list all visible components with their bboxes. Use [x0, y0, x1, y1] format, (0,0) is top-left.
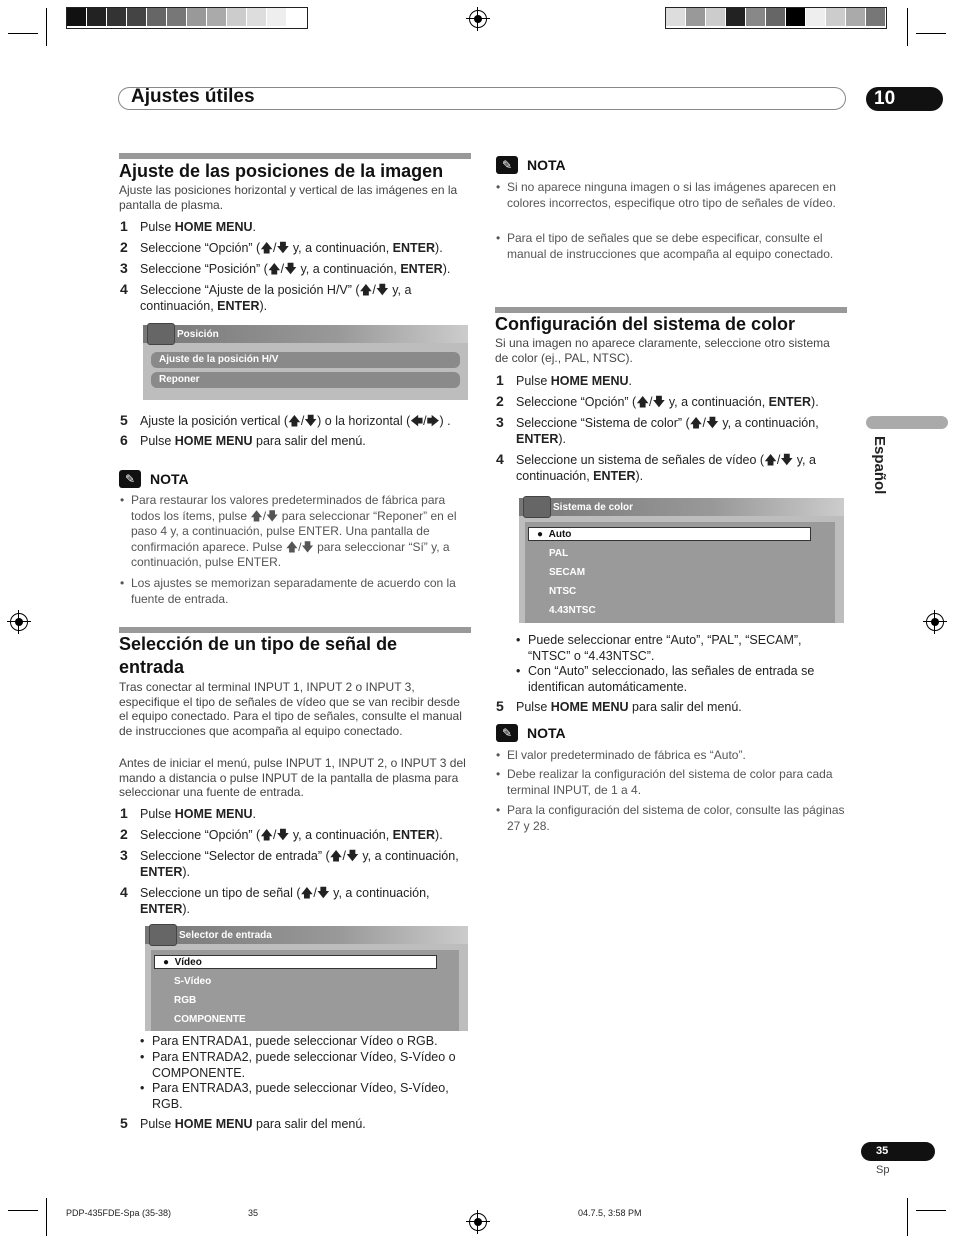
- step-key: ENTER: [516, 432, 559, 446]
- step-number: 5: [496, 698, 504, 714]
- crop-mark: [46, 1198, 47, 1236]
- bullet-item: • Puede seleccionar entre “Auto”, “PAL”, “SECAM”, “NTSC” o “4.43NTSC”.: [528, 633, 844, 664]
- page-title: Ajustes útiles: [131, 86, 255, 107]
- step: [120, 884, 470, 917]
- step: [120, 805, 470, 822]
- step-number: 4: [496, 451, 504, 467]
- registration-mark-icon: [10, 613, 28, 631]
- step: [120, 826, 470, 843]
- step-number: 4: [120, 281, 128, 297]
- section-intro: Ajuste las posiciones horizontal y vertical de las imágenes en la pantalla de plasma.: [119, 183, 458, 212]
- step-text: ).: [259, 299, 268, 313]
- step-key: ENTER: [217, 299, 260, 313]
- step-key: ENTER: [392, 241, 436, 255]
- footer-page: 35: [248, 1208, 259, 1218]
- step-text: ).: [182, 865, 191, 879]
- step-key: ENTER: [768, 395, 812, 409]
- step-text: para salir del menú.: [628, 700, 742, 714]
- section-intro: Si una imagen no aparece claramente, seleccione otro sistema de color (ej., PAL, NTSC).: [495, 336, 830, 365]
- color-swatch: [167, 8, 187, 26]
- color-bar-right: [665, 7, 887, 29]
- step: [496, 414, 846, 447]
- step-text: Seleccione “Opción” (🡅/🡇 y, a continuación,: [140, 241, 393, 255]
- step-text: para salir del menú.: [252, 434, 366, 448]
- step: [120, 260, 470, 277]
- step-text: Ajuste la posición vertical (🡅/🡇) o la horizontal (🡄/🡆) .: [140, 414, 451, 428]
- color-swatch: [207, 8, 227, 26]
- step-text: ).: [811, 395, 819, 409]
- step-text: Seleccione “Ajuste de la posición H/V” (🡅/🡇 y, a continuación,: [140, 283, 412, 313]
- step-number: 2: [120, 826, 128, 842]
- section-title: Ajuste de las posiciones de la imagen: [119, 161, 444, 181]
- step-key: ENTER: [392, 828, 436, 842]
- crop-mark: [46, 8, 47, 46]
- crop-mark: [8, 1210, 38, 1211]
- color-swatch: [846, 8, 866, 26]
- note-title: NOTA: [527, 725, 566, 741]
- crop-mark: [916, 1210, 946, 1211]
- step-number: 3: [120, 260, 128, 276]
- bullet-item: • Para ENTRADA3, puede seleccionar Vídeo, S-Vídeo, RGB.: [152, 1081, 468, 1112]
- step-text: Seleccione “Posición” (🡅/🡇 y, a continuación,: [140, 262, 401, 276]
- osd-title: Posición: [177, 329, 219, 340]
- step-number: 2: [120, 239, 128, 255]
- note-item: • Si no aparece ninguna imagen o si las imágenes aparecen en colores incorrectos, especifique otro tipo de señales de vídeo.: [507, 180, 847, 211]
- step-key: HOME MENU: [174, 1117, 253, 1131]
- osd-title: Sistema de color: [553, 502, 634, 513]
- step: [120, 281, 470, 314]
- color-swatch: [666, 8, 686, 26]
- crop-mark: [8, 33, 38, 34]
- osd-item[interactable]: Ajuste de la posición H/V: [151, 352, 460, 368]
- step-text: ).: [635, 469, 644, 483]
- step-text: Pulse: [516, 374, 551, 388]
- step-key: ENTER: [593, 469, 636, 483]
- step: [120, 218, 470, 235]
- note-title: NOTA: [150, 471, 189, 487]
- page-number: 35: [861, 1142, 935, 1161]
- step-text: ).: [435, 241, 443, 255]
- color-swatch: [87, 8, 107, 26]
- section-title: Selección de un tipo de señal de entrada: [119, 634, 398, 677]
- color-swatch: [866, 8, 886, 26]
- step-text: Seleccione un sistema de señales de vídeo (🡅/🡇 y, a continuación,: [516, 453, 816, 483]
- menu-icon: [523, 496, 551, 518]
- step-key: HOME MENU: [174, 807, 253, 821]
- registration-mark-icon: [926, 613, 944, 631]
- step: [496, 372, 846, 389]
- step: [120, 239, 470, 256]
- osd-item[interactable]: NTSC: [549, 586, 577, 597]
- step-text: Seleccione un tipo de señal (🡅/🡇 y, a continuación,: [140, 886, 430, 900]
- osd-item[interactable]: 4.43NTSC: [549, 605, 596, 616]
- crop-mark: [907, 1198, 908, 1236]
- step-number: 1: [496, 372, 504, 388]
- note-icon: ✎: [119, 470, 141, 488]
- osd-item[interactable]: PAL: [549, 548, 569, 559]
- osd-item[interactable]: RGB: [174, 995, 197, 1006]
- footer-date: 04.7.5, 3:58 PM: [578, 1208, 642, 1218]
- step-number: 4: [120, 884, 128, 900]
- color-swatch: [227, 8, 247, 26]
- footer-file: PDP-435FDE-Spa (35-38): [66, 1208, 172, 1218]
- osd-menu-color-system: [519, 498, 844, 623]
- menu-icon: [149, 924, 177, 946]
- osd-selected-item[interactable]: ● Auto: [528, 527, 811, 541]
- bullet-item: • Para ENTRADA2, puede seleccionar Vídeo, S-Vídeo o COMPONENTE.: [152, 1050, 468, 1081]
- page-lang: Sp: [876, 1164, 890, 1176]
- step-number: 3: [496, 414, 504, 430]
- color-swatch: [826, 8, 846, 26]
- step-text: ).: [442, 262, 451, 276]
- step: [496, 451, 846, 484]
- step-text: Pulse: [140, 220, 175, 234]
- step: [120, 432, 470, 449]
- step-text: .: [252, 807, 257, 821]
- bullet-item: • Para ENTRADA1, puede seleccionar Vídeo o RGB.: [152, 1034, 468, 1050]
- color-swatch: [267, 8, 287, 26]
- crop-mark: [916, 33, 946, 34]
- step-number: 5: [120, 412, 128, 428]
- step-key: HOME MENU: [550, 374, 629, 388]
- color-swatch: [247, 8, 267, 26]
- osd-item-label: Vídeo: [174, 957, 202, 968]
- note-item: • El valor predeterminado de fábrica es “Auto”.: [507, 748, 847, 764]
- section-title: Configuración del sistema de color: [495, 314, 796, 334]
- note-icon: ✎: [496, 156, 518, 174]
- color-swatch: [686, 8, 706, 26]
- step-text: Seleccione “Opción” (🡅/🡇 y, a continuación,: [516, 395, 769, 409]
- color-swatch: [287, 8, 307, 26]
- color-swatch: [127, 8, 147, 26]
- osd-item[interactable]: S-Vídeo: [174, 976, 212, 987]
- color-swatch: [147, 8, 167, 26]
- step-number: 1: [120, 805, 128, 821]
- registration-mark-icon: [469, 10, 487, 28]
- step-text: para salir del menú.: [252, 1117, 366, 1131]
- step-number: 1: [120, 218, 128, 234]
- osd-menu-input-selector: [145, 926, 468, 1031]
- note-item: • Para el tipo de señales que se debe especificar, consulte el manual de instrucciones que acompaña al equipo conectado.: [507, 231, 847, 262]
- step-text: ).: [435, 828, 443, 842]
- color-swatch: [746, 8, 766, 26]
- step-key: ENTER: [400, 262, 443, 276]
- color-bar-left: [66, 7, 308, 29]
- note-item: • Debe realizar la configuración del sistema de color para cada terminal INPUT, de 1 a 4.: [507, 767, 847, 798]
- color-swatch: [806, 8, 826, 26]
- step-text: ).: [558, 432, 567, 446]
- step: [120, 847, 470, 880]
- step-text: .: [628, 374, 633, 388]
- registration-mark-icon: [469, 1213, 487, 1231]
- step-text: Seleccione “Selector de entrada” (🡅/🡇 y, a continuación,: [140, 849, 459, 863]
- step: [496, 393, 846, 410]
- color-swatch: [726, 8, 746, 26]
- language-tab: Español: [871, 436, 888, 495]
- step-number: 5: [120, 1115, 128, 1131]
- step-text: Pulse: [140, 434, 175, 448]
- step: [120, 1115, 470, 1132]
- step-key: HOME MENU: [174, 220, 253, 234]
- step-key: HOME MENU: [174, 434, 253, 448]
- bullet-item: • Con “Auto” seleccionado, las señales de entrada se identifican automáticamente.: [528, 664, 844, 695]
- color-swatch: [786, 8, 806, 26]
- osd-item-label: Auto: [548, 529, 572, 540]
- step-text: .: [252, 220, 257, 234]
- section-intro: Tras conectar al terminal INPUT 1, INPUT 2 o INPUT 3, especifique el tipo de señales de vídeo que se van recibir desde el equipo conectado. Para el tipo de señales, consulte el manual de instrucciones que acompaña al equipo conectado.: [119, 680, 462, 738]
- note-item: • Para la configuración del sistema de color, consulte las páginas 27 y 28.: [507, 803, 847, 834]
- note-item: • Los ajustes se memorizan separadamente de acuerdo con la fuente de entrada.: [131, 576, 471, 607]
- step-text: Seleccione “Opción” (🡅/🡇 y, a continuación,: [140, 828, 393, 842]
- step-number: 6: [120, 432, 128, 448]
- side-tab: [866, 416, 948, 429]
- step-key: ENTER: [140, 902, 183, 916]
- note-title: NOTA: [527, 157, 566, 173]
- step-text: Pulse: [516, 700, 551, 714]
- color-swatch: [187, 8, 207, 26]
- color-swatch: [107, 8, 127, 26]
- step-number: 2: [496, 393, 504, 409]
- osd-item[interactable]: COMPONENTE: [174, 1014, 246, 1025]
- step-text: Seleccione “Sistema de color” (🡅/🡇 y, a continuación,: [516, 416, 819, 430]
- step-text: Pulse: [140, 807, 175, 821]
- crop-mark: [907, 8, 908, 46]
- color-swatch: [766, 8, 786, 26]
- step: [496, 698, 846, 715]
- chapter-number: 10: [866, 87, 943, 111]
- color-swatch: [67, 8, 87, 26]
- note-icon: ✎: [496, 724, 518, 742]
- osd-selected-item[interactable]: ● Vídeo: [154, 955, 437, 969]
- section-intro: Antes de iniciar el menú, pulse INPUT 1, INPUT 2, o INPUT 3 del mando a distancia o pulse INPUT de la pantalla de plasma para seleccionar una fuente de entrada.: [119, 756, 466, 799]
- osd-item[interactable]: SECAM: [549, 567, 586, 578]
- step-number: 3: [120, 847, 128, 863]
- note-item: • Para restaurar los valores predeterminados de fábrica para todos los ítems, pulse 🡅/🡇 para seleccionar “Reponer” en el paso 4 y, a continuación, pulse ENTER. Una pantalla de confirmación aparece. Pulse 🡅/🡇 para seleccionar “Sí” y, a continuación, pulse ENTER.: [131, 493, 471, 571]
- section-rule: [119, 153, 471, 159]
- color-swatch: [706, 8, 726, 26]
- step-key: ENTER: [140, 865, 183, 879]
- osd-item[interactable]: Reponer: [151, 372, 460, 388]
- step-text: Pulse: [140, 1117, 175, 1131]
- osd-title: Selector de entrada: [179, 930, 272, 941]
- step-key: HOME MENU: [550, 700, 629, 714]
- step-text: ).: [182, 902, 191, 916]
- step: [120, 412, 470, 429]
- menu-icon: [147, 323, 175, 345]
- osd-menu-position: [143, 325, 468, 400]
